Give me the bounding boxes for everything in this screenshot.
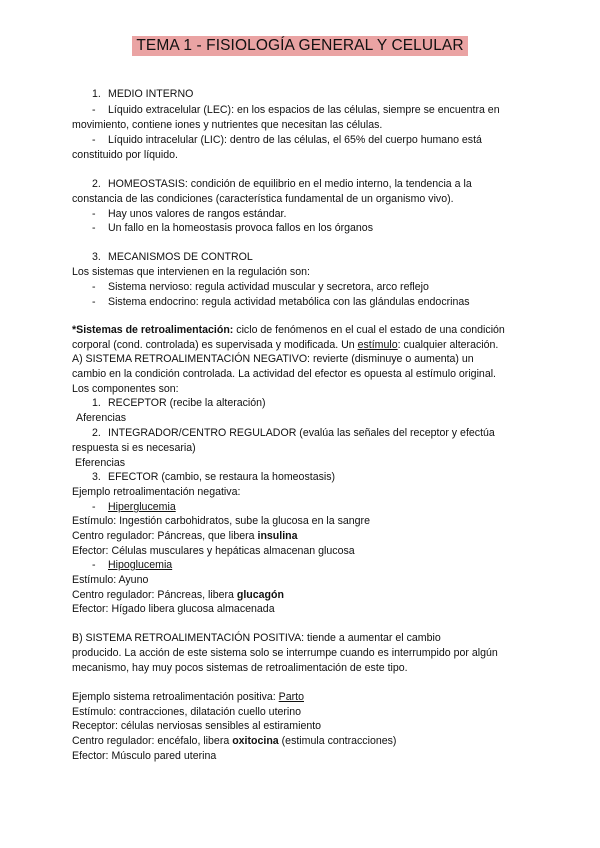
hypo-effector: Efector: Hígado libera glucosa almacenada (72, 603, 275, 615)
component-integrator-cont: respuesta si es necesaria) (72, 442, 196, 454)
list-item: - Sistema endocrino: regula actividad metabólica con las glándulas endocrinas (92, 296, 470, 308)
component-integrator: 2. INTEGRADOR/CENTRO REGULADOR (evalúa las señales del receptor y efectúa (92, 427, 495, 439)
hyper-effector: Efector: Células musculares y hepáticas almacenan glucosa (72, 545, 355, 557)
negative-cont: cambio en la condición controlada. La actividad del efector es opuesta al estímulo original. (72, 368, 497, 380)
component-receptor: 1. RECEPTOR (recibe la alteración) (92, 397, 266, 409)
positive-cont-1: producido. La acción de este sistema solo se interrumpe cuando es interrumpido por algún (72, 647, 498, 659)
section-3-heading: 3. MECANISMOS DE CONTROL (92, 251, 253, 263)
section-2-cont: constancia de las condiciones (característica fundamental de un organismo vivo). (72, 193, 454, 205)
section-3-intro: Los sistemas que intervienen en la regulación son: (72, 266, 310, 278)
list-item-cont: constituido por líquido. (72, 149, 179, 161)
hyper-center: Centro regulador: Páncreas, que libera insulina (72, 530, 298, 542)
section-2-heading: 2. HOMEOSTASIS: condición de equilibrio en el medio interno, la tendencia a la (92, 178, 472, 190)
feedback-def: *Sistemas de retroalimentación: ciclo de fenómenos en el cual el estado de una condición (72, 324, 505, 336)
components-intro: Los componentes son: (72, 383, 179, 395)
hypo-center: Centro regulador: Páncreas, libera glucagón (72, 589, 284, 601)
hypo-stimulus: Estímulo: Ayuno (72, 574, 149, 586)
page-title: TEMA 1 - FISIOLOGÍA GENERAL Y CELULAR (132, 36, 467, 56)
positive-heading: B) SISTEMA RETROALIMENTACIÓN POSITIVA: tiende a aumentar el cambio (72, 632, 441, 644)
section-1-heading: 1. MEDIO INTERNO (92, 88, 194, 100)
birth-receptor: Receptor: células nerviosas sensibles al estiramiento (72, 720, 322, 732)
hypoglycemia-item: - Hipoglucemia (92, 559, 173, 571)
hyper-stimulus: Estímulo: Ingestión carbohidratos, sube la glucosa en la sangre (72, 515, 370, 527)
birth-effector: Efector: Músculo pared uterina (72, 750, 217, 762)
component-effector: 3. EFECTOR (cambio, se restaura la homeostasis) (92, 471, 336, 483)
negative-heading: A) SISTEMA RETROALIMENTACIÓN NEGATIVO: revierte (disminuye o aumenta) un (72, 353, 474, 365)
list-item: - Un fallo en la homeostasis provoca fallos en los órganos (92, 222, 373, 234)
hyperglycemia-item: - Hiperglucemia (92, 501, 176, 513)
birth-stimulus: Estímulo: contracciones, dilatación cuello uterino (72, 706, 302, 718)
positive-example-title: Ejemplo sistema retroalimentación positiva: Parto (72, 691, 304, 703)
list-item: - Sistema nervioso: regula actividad muscular y secretora, arco reflejo (92, 281, 429, 293)
list-item-cont: movimiento, contiene iones y nutrientes que necesitan las células. (72, 119, 383, 131)
list-item: - Hay unos valores de rangos estándar. (92, 208, 287, 220)
feedback-def-cont: corporal (cond. controlada) es supervisada y modificada. Un estímulo: cualquier alteración. (72, 339, 499, 351)
afferents: Aferencias (76, 412, 127, 424)
list-item: - Líquido extracelular (LEC): en los espacios de las células, siempre se encuentra en (92, 104, 500, 116)
negative-example-title: Ejemplo retroalimentación negativa: (72, 486, 241, 498)
positive-cont-2: mecanismo, hay muy pocos sistemas de retroalimentación de este tipo. (72, 662, 408, 674)
list-item: - Líquido intracelular (LIC): dentro de las células, el 65% del cuerpo humano está (92, 134, 482, 146)
birth-center: Centro regulador: encéfalo, libera oxitocina (estimula contracciones) (72, 735, 397, 747)
efferents: Eferencias (75, 457, 126, 469)
